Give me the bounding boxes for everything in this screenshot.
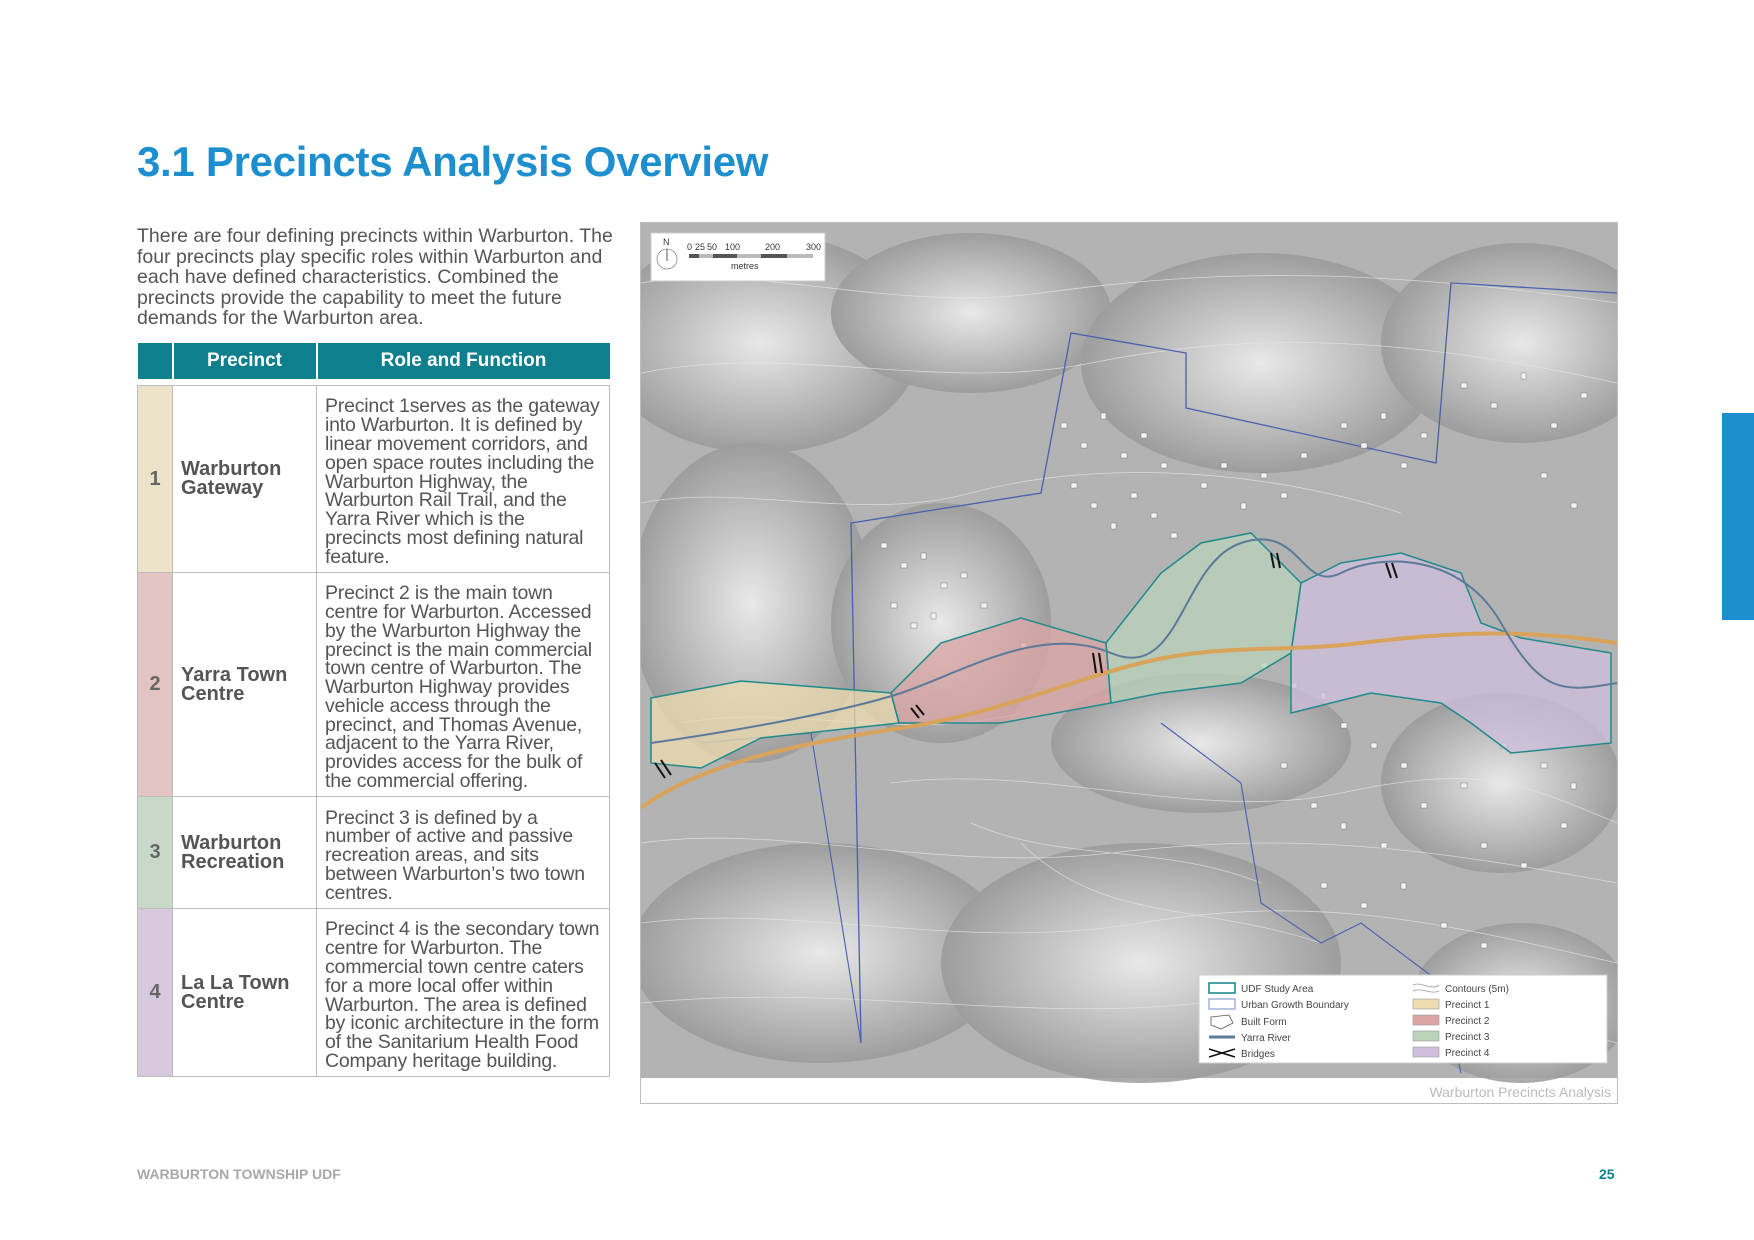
precinct-number: 1 [138,386,173,573]
legend-precinct-1-swatch [1413,999,1439,1009]
legend-precinct-3: Precinct 3 [1445,1032,1490,1043]
precinct-role: Precinct 3 is defined by a number of active and passive recreation areas, and sits between Warburton’s two town centres. [317,797,610,909]
precinct-name: Warburton Recreation [173,797,317,909]
page-number: 25 [1599,1166,1615,1182]
legend-bridges: Bridges [1241,1049,1275,1060]
map-legend [1199,975,1607,1063]
precinct-name: La La Town Centre [173,909,317,1077]
scale-tick-200: 200 [765,242,781,252]
north-label: N [663,237,670,247]
scale-tick-300: 300 [806,242,822,252]
precinct-number: 3 [138,797,173,909]
precinct-role: Precinct 4 is the secondary town centre for Warburton. The commercial town centre caters for a more local offer within Warburton. The area is defined by iconic architecture in the form of the Sanitarium Health Food Company heritage building. [317,909,610,1077]
precinct-role: Precinct 1serves as the gateway into Warburton. It is defined by linear movement corridors, and open space routes including the Warburton Highway, the Warburton Rail Trail, and the Yarra River which is the precincts most defining natural feature. [317,386,610,573]
table-header-row [138,343,610,379]
legend-urban-growth-boundary: Urban Growth Boundary [1241,1000,1349,1011]
legend-precinct-4-swatch [1413,1047,1439,1057]
legend-precinct-2-swatch [1413,1015,1439,1025]
scale-tick-50: 50 [707,242,718,252]
legend-precinct-2: Precinct 2 [1445,1016,1490,1027]
precinct-number: 2 [138,573,173,797]
precincts-map [640,222,1618,1104]
scale-tick-0: 0 [687,242,693,252]
legend-udf-study-area: UDF Study Area [1241,984,1314,995]
precinct-role: Precinct 2 is the main town centre for Warburton. Accessed by the Warburton Highway the precinct is the main commercial town centre of Warburton. The Warburton Highway provides vehicle access through the precinct, and Thomas Avenue, adjacent to the Yarra River, provides access for the bulk of the commercial offering. [317,573,610,797]
table-row [138,573,610,797]
legend-contours: Contours (5m) [1445,984,1509,995]
precinct-number: 4 [138,909,173,1077]
precinct-name: Warburton Gateway [173,386,317,573]
precincts-table [137,343,610,1077]
scale-unit: metres [731,261,759,271]
scale-tick-25: 25 [695,242,706,252]
header-role-function: Role and Function [317,343,610,379]
table-row [138,797,610,909]
header-number-cell [138,343,173,379]
legend-built-form: Built Form [1241,1017,1287,1028]
header-precinct: Precinct [173,343,317,379]
legend-yarra-river: Yarra River [1241,1033,1291,1044]
intro-text: There are four defining precincts within Warburton. The four precincts play specific roles within Warburton and each have defined characteristics. Combined the precincts provide the capability to meet the future demands for the Warburton area. [137,225,613,329]
scale-bar [651,233,825,281]
map-caption: Warburton Precincts Analysis [1429,1084,1611,1100]
table-row [138,386,610,573]
section-side-tab [1722,413,1754,620]
legend-precinct-3-swatch [1413,1031,1439,1041]
table-row [138,909,610,1077]
page-title: 3.1 Precincts Analysis Overview [137,138,769,185]
legend-precinct-4: Precinct 4 [1445,1048,1490,1059]
precinct-name: Yarra Town Centre [173,573,317,797]
legend-precinct-1: Precinct 1 [1445,1000,1490,1011]
footer-document-title: WARBURTON TOWNSHIP UDF [137,1166,341,1182]
map-graphic [641,223,1617,1103]
intro-paragraph [137,226,617,329]
scale-tick-100: 100 [725,242,741,252]
